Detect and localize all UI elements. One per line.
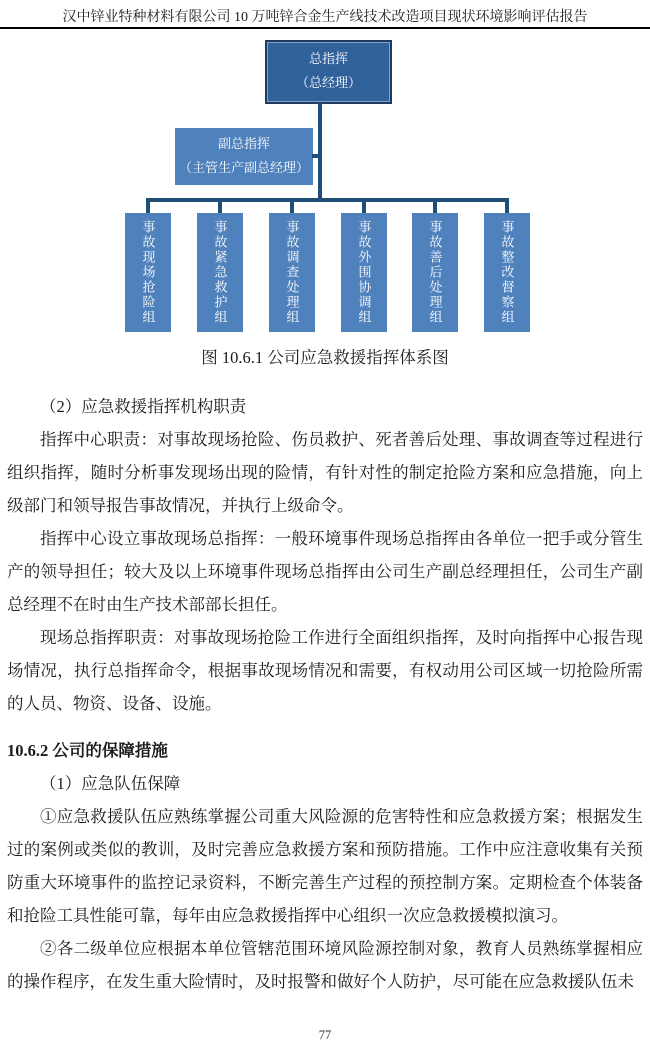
connector-stub-line: [312, 154, 318, 158]
paragraph-site-commander-setup: 指挥中心设立事故现场总指挥：一般环境事件现场总指挥由各单位一把手或分管生产的领导担任；较大及以上环境事件现场总指挥由公司生产副总经理担任，公司生产副总经理不在时由生产技术部部长担任。: [7, 529, 643, 614]
header-rule: [0, 27, 650, 29]
body-text: [7, 390, 643, 998]
connector-drop-line: [362, 202, 366, 213]
connector-drop-line: [218, 202, 222, 213]
subsection-1-heading: （1）应急队伍保障: [40, 774, 181, 793]
connector-drop-line: [146, 202, 150, 213]
page-number: 77: [318, 1028, 332, 1042]
connector-drop-line: [290, 202, 294, 213]
orgchart-node-site-rescue-group: 事故现场抢险组: [125, 213, 171, 332]
orgchart-node-chief-commander: [265, 40, 392, 104]
connector-trunk-line: [318, 103, 322, 202]
paragraph-rescue-team-1: ①应急救援队伍应熟练掌握公司重大风险源的危害特性和应急救援方案；根据发生过的案例或类似的教训，及时完善应急救援方案和预防措施。工作中应注意收集有关预防重大环境事件的监控记录资料，不断完善生产过程的预控制方案。定期检查个体装备和抢险工具性能可靠，每年由应急救援指挥中心组织一次应急救援模拟演习。: [7, 807, 643, 925]
node-label-line2: （主管生产副总经理）: [178, 160, 309, 175]
subsection-2-heading: （2）应急救援指挥机构职责: [40, 397, 247, 416]
orgchart-node-aftermath-group: 事故善后处理组: [412, 213, 458, 332]
paragraph-command-center-duty: 指挥中心职责：对事故现场抢险、伤员救护、死者善后处理、事故调查等过程进行组织指挥，随时分析事发现场出现的险情，有针对性的制定抢险方案和应急措施，向上级部门和领导报告事故情况，并执行上级命令。: [7, 430, 643, 515]
orgchart-node-rectification-supervision-group: 事故整改督察组: [484, 213, 530, 332]
orgchart-node-perimeter-coordination-group: 事故外围协调组: [341, 213, 387, 332]
header-title: 汉中锌业特种材料有限公司 10 万吨锌合金生产线技术改造项目现状环境影响评估报告: [62, 10, 588, 25]
paragraph-site-commander-duty: 现场总指挥职责：对事故现场抢险工作进行全面组织指挥，及时向指挥中心报告现场情况，执行总指挥命令，根据事故现场情况和需要，有权动用公司区域一切抢险所需的人员、物资、设备、设施。: [7, 628, 643, 713]
orgchart-node-deputy-commander: [175, 128, 313, 185]
section-heading-1062: 10.6.2 公司的保障措施: [7, 741, 168, 760]
paragraph-rescue-team-2: ②各二级单位应根据本单位管辖范围环境风险源控制对象，教育人员熟练掌握相应的操作程序，在发生重大险情时，及时报警和做好个人防护，尽可能在应急救援队伍未: [7, 939, 643, 991]
figure-caption: 图 10.6.1 公司应急救援指挥体系图: [201, 348, 449, 367]
orgchart-node-emergency-aid-group: 事故紧急救护组: [197, 213, 243, 332]
orgchart-node-investigation-group: 事故调查处理组: [269, 213, 315, 332]
connector-drop-line: [433, 202, 437, 213]
node-label-line2: （总经理）: [295, 75, 361, 90]
connector-drop-line: [505, 202, 509, 213]
node-label-line1: 总指挥: [308, 51, 348, 66]
node-label-line1: 副总指挥: [217, 136, 270, 151]
connector-distribution-line: [146, 198, 509, 202]
